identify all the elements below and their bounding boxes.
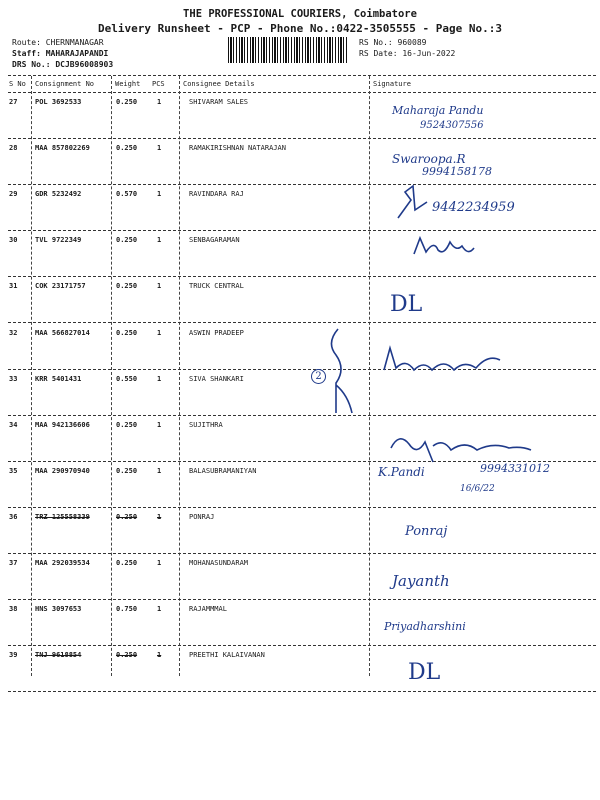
row-consignment-no: GDR 5232492	[35, 190, 82, 198]
row-weight: 0.570	[116, 190, 138, 198]
row-weight: 0.250	[116, 282, 138, 290]
row-separator	[8, 645, 596, 646]
col-signature: Signature	[373, 80, 411, 88]
rs-no-line	[359, 37, 426, 48]
row-consignee: SENBAGARAMAN	[189, 236, 240, 244]
signature-35-phone: 9994331012	[480, 462, 550, 475]
row-separator	[8, 553, 596, 554]
col-consignment: Consignment No	[35, 80, 95, 88]
divider-pcs	[179, 76, 180, 676]
row-separator	[8, 599, 596, 600]
row-separator	[8, 507, 596, 508]
row-consignee: SHIVARAM SALES	[189, 98, 249, 106]
row-consignee: RAMAKIRISHNAN NATARAJAN	[189, 144, 286, 152]
signature-27-phone: 9524307556	[420, 120, 484, 131]
row-separator	[8, 691, 596, 692]
barcode	[228, 37, 348, 63]
row-sno: 29	[9, 190, 18, 198]
row-sno: 37	[9, 559, 18, 567]
row-consignee: TRUCK CENTRAL	[189, 282, 244, 290]
row-pcs: 1	[157, 98, 162, 106]
signature-37-name: Jayanth	[392, 572, 450, 590]
row-consignment-no: COK 23171757	[35, 282, 86, 290]
signature-39-dl: DL	[408, 660, 441, 685]
row-sno: 34	[9, 421, 18, 429]
drs-label: DRS No.:	[12, 60, 51, 69]
row-consignee: PONRAJ	[189, 513, 215, 521]
row-sno: 28	[9, 144, 18, 152]
signature-27-name: Maharaja Pandu	[392, 104, 484, 117]
row-consignment-no: MAA 942136606	[35, 421, 90, 429]
row-weight: 0.250	[116, 236, 138, 244]
row-separator	[8, 415, 596, 416]
row-separator	[8, 230, 596, 231]
divider-consignee	[369, 76, 370, 676]
route-value: CHERNMANAGAR	[45, 38, 104, 47]
row-pcs: 1	[157, 236, 162, 244]
col-weight: Weight	[115, 80, 141, 88]
row-pcs: 1	[157, 651, 162, 659]
col-sno: S No	[9, 80, 26, 88]
row-sno: 30	[9, 236, 18, 244]
rs-date-line	[359, 48, 455, 59]
row-pcs: 1	[157, 375, 162, 383]
row-sno: 31	[9, 282, 18, 290]
row-sno: 38	[9, 605, 18, 613]
row-sno: 33	[9, 375, 18, 383]
row-consignment-no: MAA 292039534	[35, 559, 90, 567]
signature-31-dl: DL	[390, 292, 423, 317]
signature-30-scribble	[410, 232, 480, 262]
route-line	[12, 37, 104, 48]
row-weight: 0.250	[116, 513, 138, 521]
divider-sno	[31, 76, 32, 676]
row-consignee: BALASUBRAMANIYAN	[189, 467, 257, 475]
row-weight: 0.250	[116, 144, 138, 152]
row-pcs: 1	[157, 282, 162, 290]
row-consignee: ASWIN PRADEEP	[189, 329, 244, 337]
row-separator	[8, 322, 596, 323]
row-weight: 0.250	[116, 651, 138, 659]
row-pcs: 1	[157, 559, 162, 567]
row-sno: 36	[9, 513, 18, 521]
row-sno: 35	[9, 467, 18, 475]
row-consignee: MOHANASUNDARAM	[189, 559, 249, 567]
row-weight: 0.250	[116, 329, 138, 337]
row-separator	[8, 276, 596, 277]
divider-consignment	[111, 76, 112, 676]
signature-28-phone: 9994158178	[422, 165, 492, 178]
rs-date-label: RS Date:	[359, 49, 398, 58]
row-consignment-no: KRR 5401431	[35, 375, 82, 383]
staff-value: MAHARAJAPANDI	[45, 49, 109, 58]
runsheet-subtitle: Delivery Runsheet - PCP - Phone No.:0422-3505555 - Page No.:3	[98, 22, 502, 35]
row-weight: 0.750	[116, 605, 138, 613]
row-consignee: SIVA SHANKARI	[189, 375, 244, 383]
row-sno: 32	[9, 329, 18, 337]
signature-33-mark: 2	[311, 369, 326, 384]
row-pcs: 1	[157, 513, 162, 521]
row-weight: 0.250	[116, 421, 138, 429]
row-consignment-no: MAA 566827014	[35, 329, 90, 337]
signature-29-scribble	[393, 178, 433, 223]
row-consignment-no: POL 3692533	[35, 98, 82, 106]
drs-value: DCJB96008903	[55, 60, 114, 69]
row-consignment-no: HNS 3097653	[35, 605, 82, 613]
col-consignee: Consignee Details	[183, 80, 255, 88]
row-consignee: PREETHI KALAIVANAN	[189, 651, 265, 659]
company-title: THE PROFESSIONAL COURIERS, Coimbatore	[183, 8, 417, 20]
row-consignment-no: TVL 9722349	[35, 236, 82, 244]
row-consignment-no: MAA 857802269	[35, 144, 90, 152]
signature-32-scribble	[380, 340, 510, 385]
row-consignee: RAJAMMMAL	[189, 605, 227, 613]
staff-label: Staff:	[12, 49, 41, 58]
row-consignment-no: TNJ 9618854	[35, 651, 82, 659]
rs-no-label: RS No.:	[359, 38, 393, 47]
row-separator	[8, 184, 596, 185]
drs-line	[12, 59, 113, 70]
row-weight: 0.250	[116, 559, 138, 567]
row-consignee: RAVINDARA RAJ	[189, 190, 244, 198]
signature-36-name: Ponraj	[405, 524, 448, 539]
signature-35-date: 16/6/22	[460, 484, 495, 494]
signature-38-name: Priyadharshini	[384, 620, 466, 633]
signature-28-name: Swaroopa.R	[392, 152, 466, 166]
row-pcs: 1	[157, 329, 162, 337]
header-top-rule	[8, 75, 596, 76]
row-separator	[8, 138, 596, 139]
row-weight: 0.550	[116, 375, 138, 383]
row-weight: 0.250	[116, 467, 138, 475]
rs-date-value: 16-Jun-2022	[402, 49, 456, 58]
signature-29-phone: 9442234959	[432, 200, 515, 215]
row-pcs: 1	[157, 144, 162, 152]
route-label: Route:	[12, 38, 41, 47]
header-bottom-rule	[8, 92, 596, 93]
row-pcs: 1	[157, 467, 162, 475]
row-consignment-no: TRZ 125558339	[35, 513, 90, 521]
row-pcs: 1	[157, 421, 162, 429]
row-pcs: 1	[157, 190, 162, 198]
row-sno: 27	[9, 98, 18, 106]
row-sno: 39	[9, 651, 18, 659]
signature-35-name: K.Pandi	[378, 465, 425, 479]
staff-line	[12, 48, 108, 59]
row-pcs: 1	[157, 605, 162, 613]
row-consignee: SUJITHRA	[189, 421, 223, 429]
signature-32-mark	[318, 325, 358, 415]
col-pcs: PCS	[152, 80, 165, 88]
rs-no-value: 960089	[397, 38, 427, 47]
row-weight: 0.250	[116, 98, 138, 106]
row-consignment-no: MAA 290970940	[35, 467, 90, 475]
